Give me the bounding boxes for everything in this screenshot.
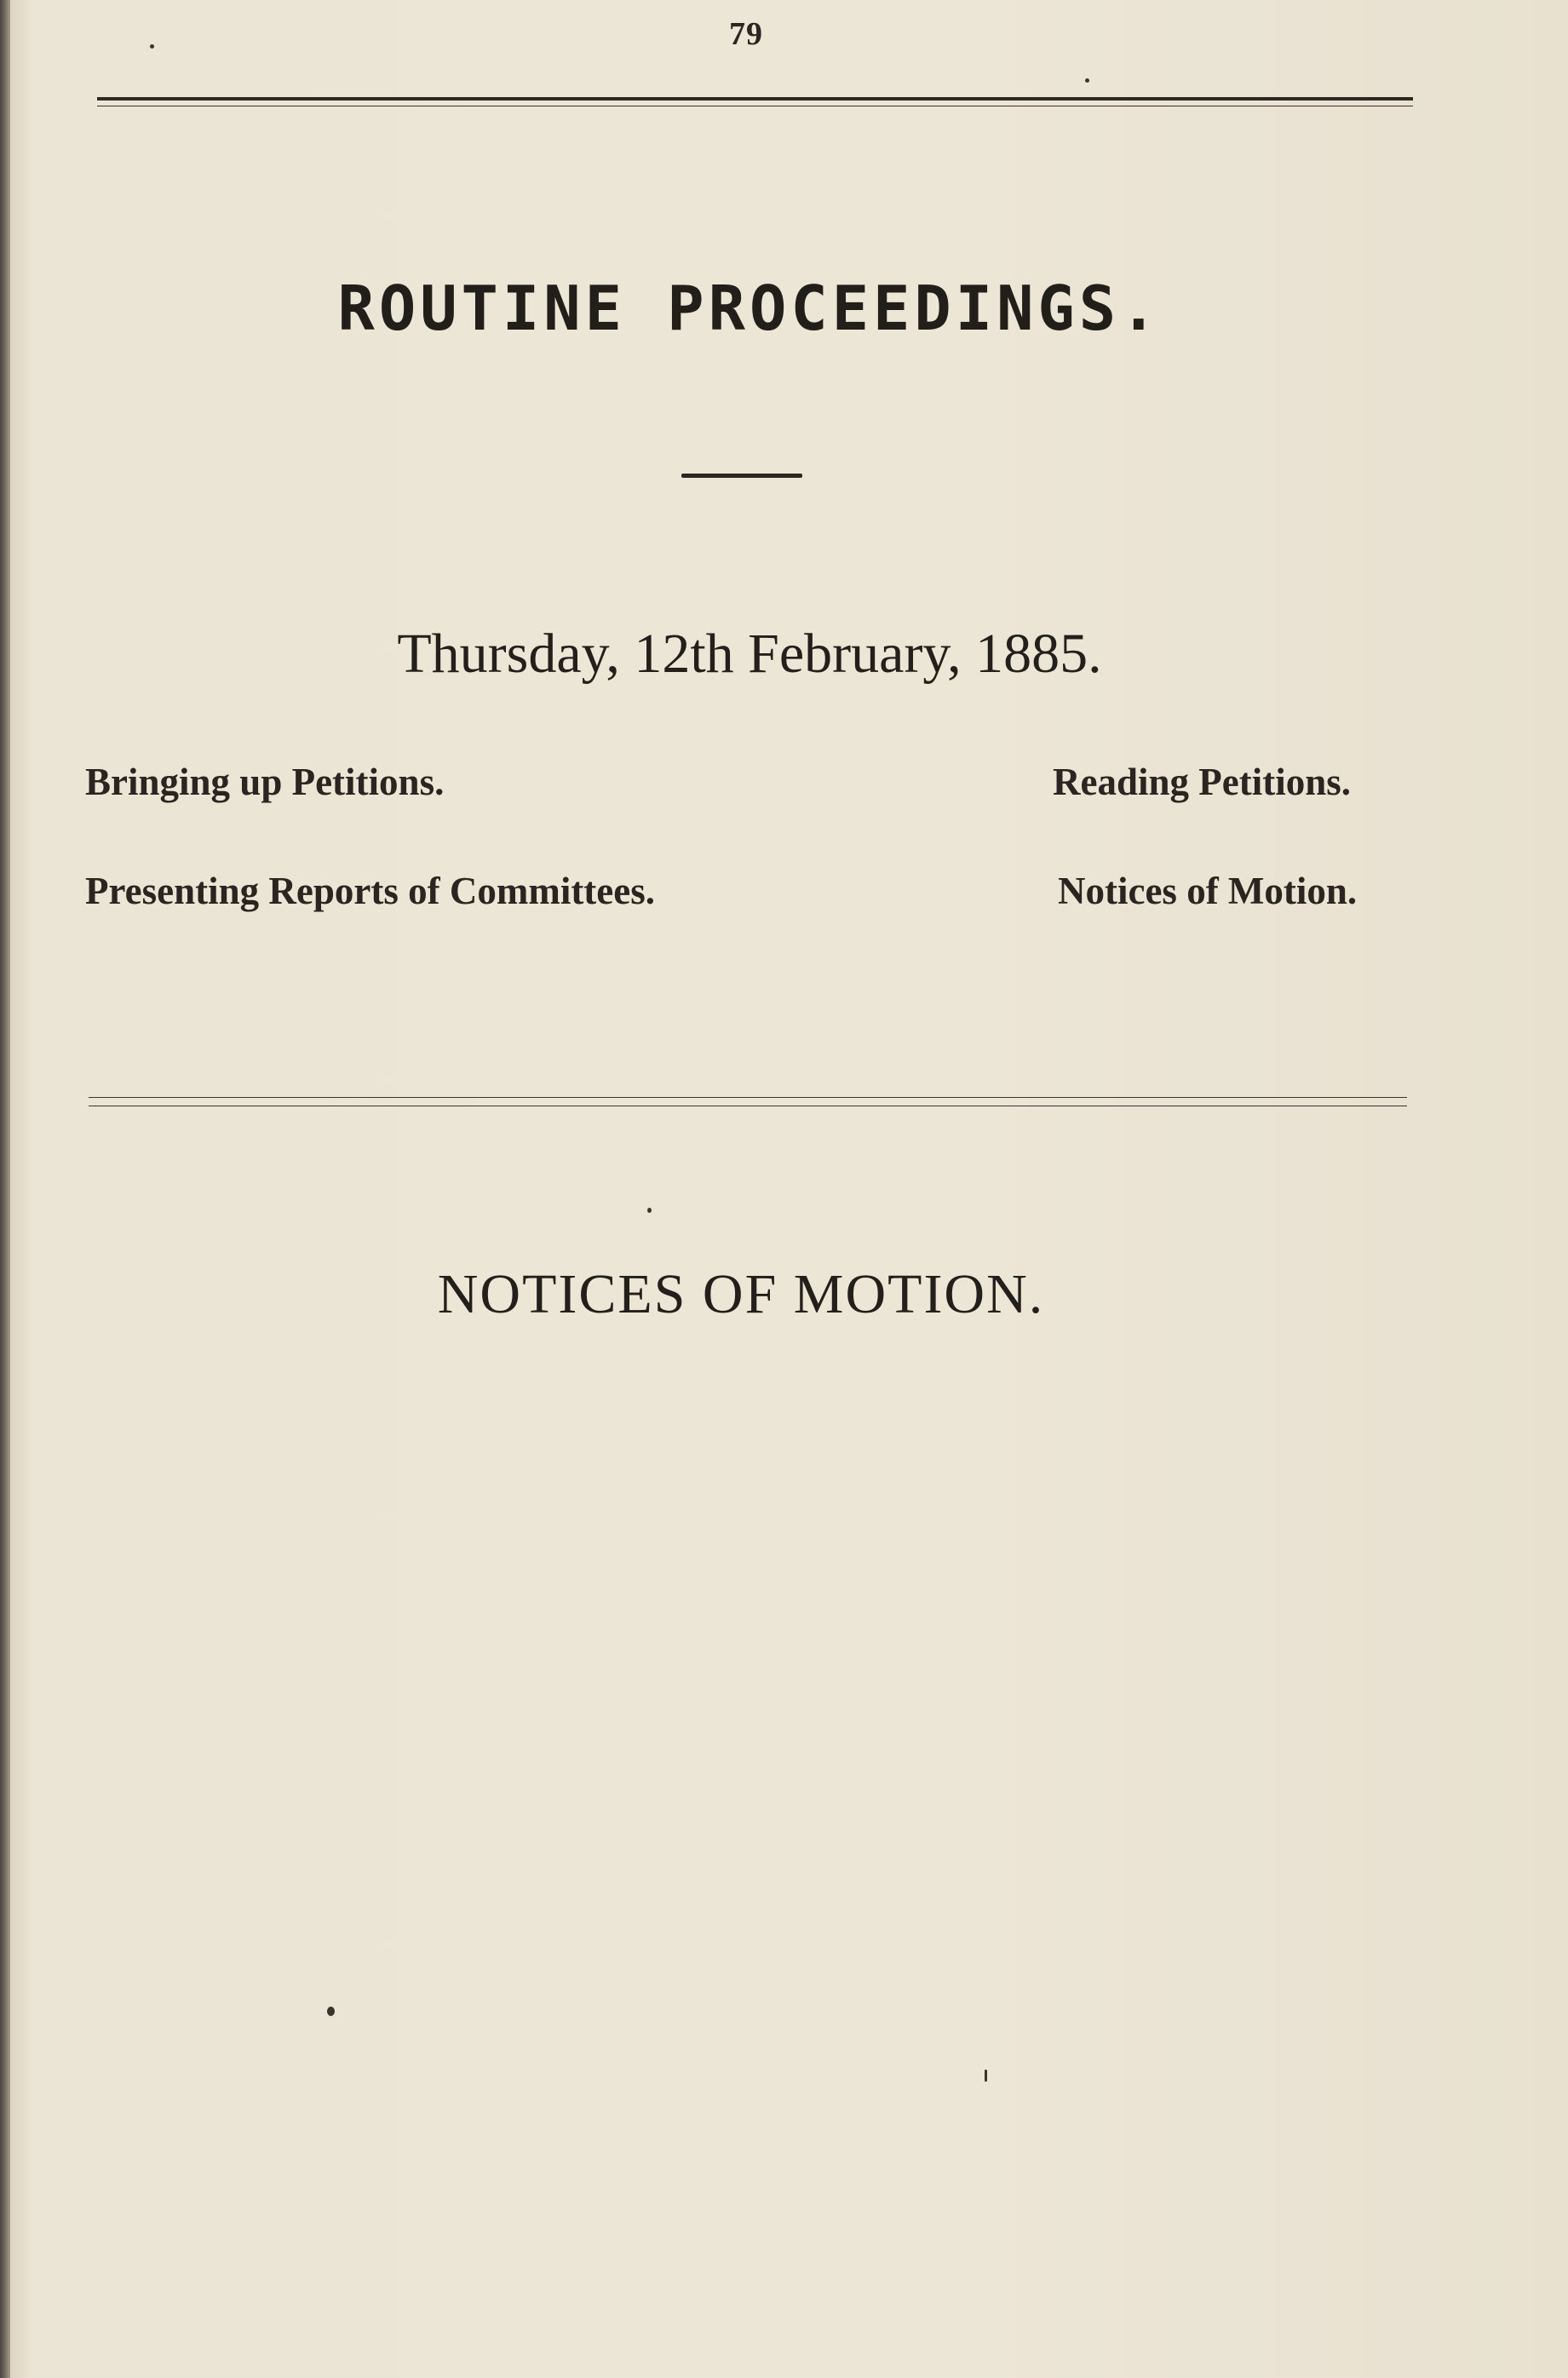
sitting-date: Thursday, 12th February, 1885. bbox=[397, 623, 1102, 685]
ink-speck bbox=[327, 2007, 335, 2016]
title-divider bbox=[681, 474, 802, 478]
ink-speck bbox=[985, 2070, 987, 2082]
section-heading: NOTICES OF MOTION. bbox=[437, 1263, 1045, 1325]
page-number: 79 bbox=[729, 16, 763, 52]
ink-speck bbox=[1085, 78, 1089, 83]
page-title: ROUTINE PROCEEDINGS. bbox=[337, 273, 1162, 344]
middle-rule-upper bbox=[89, 1097, 1407, 1098]
book-spine-edge bbox=[0, 0, 10, 2378]
ink-speck bbox=[150, 44, 154, 49]
top-rule bbox=[97, 97, 1413, 101]
ink-speck bbox=[647, 1208, 652, 1213]
order-item-bringing-up-petitions: Bringing up Petitions. bbox=[85, 761, 445, 803]
order-item-presenting-reports: Presenting Reports of Committees. bbox=[85, 870, 656, 912]
order-item-reading-petitions: Reading Petitions. bbox=[1053, 761, 1352, 803]
order-item-notices-of-motion: Notices of Motion. bbox=[1058, 870, 1358, 912]
